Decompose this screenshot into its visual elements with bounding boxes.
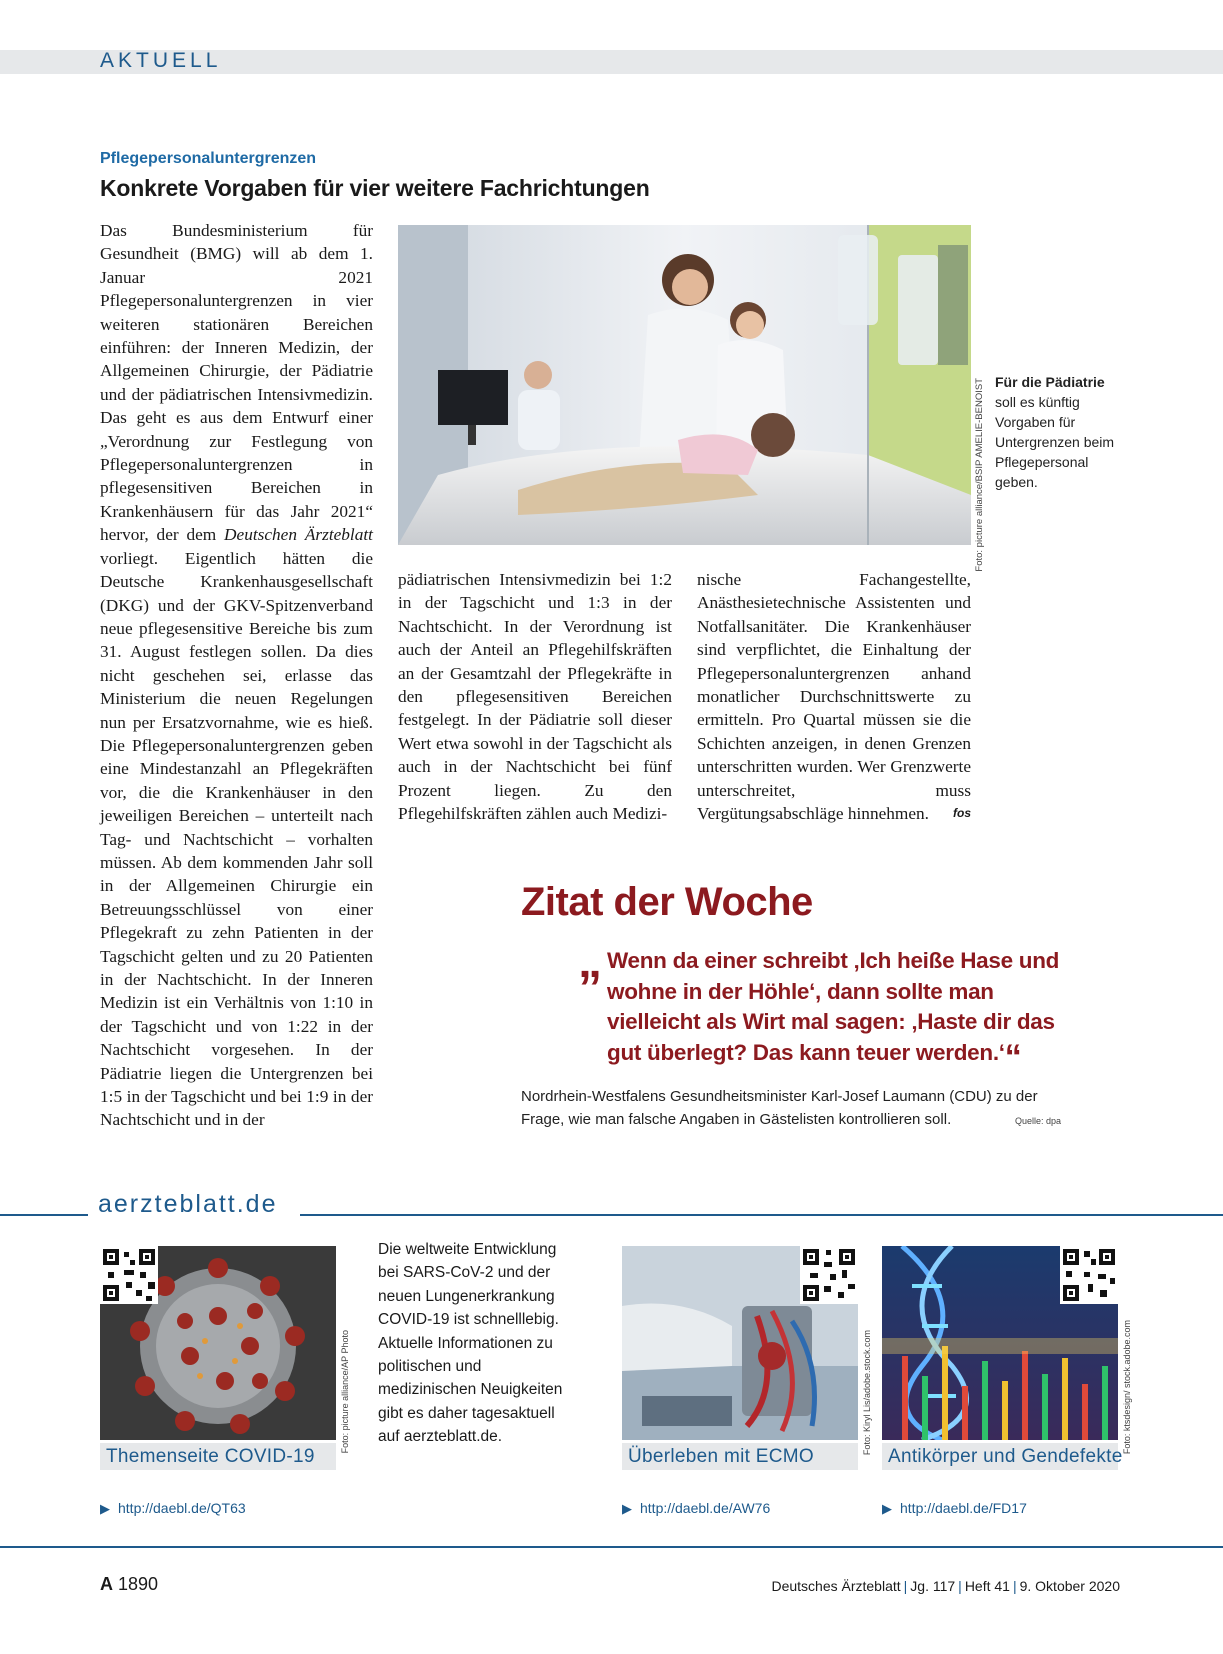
triangle-right-icon: ▶: [100, 1501, 110, 1516]
quote-source: Quelle: dpa: [1015, 1116, 1062, 1126]
column-1-text: Das Bundesministerium für Gesundheit (BMG) will ab dem 1. Januar 2021 Pflegepersonaluntergrenzen in vier weiteren stationären Bereichen einführen: der Inneren Medizin, der Allgemeinen Chirurgie, der Pädiatrie und der pädiatrischen Intensivmedizin. Das geht es aus dem Entwurf einer „Verordnung zur Festlegung von Pflegepersonaluntergrenzen in pflegesensitiven Bereichen in Krankenhäusern für das Jahr 2021“ hervor, der dem: [100, 221, 373, 545]
qr-code-icon[interactable]: [100, 1246, 158, 1304]
tile-2-url[interactable]: http://daebl.de/AW76: [640, 1500, 771, 1516]
article-kicker: Pflegepersonaluntergrenzen: [100, 150, 317, 167]
tile-3-label[interactable]: Antikörper und Gendefekte: [882, 1443, 1118, 1470]
footer-meta: Deutsches Ärzteblatt | Jg. 117 | Heft 41 | 9. Oktober 2020: [771, 1578, 1120, 1594]
quote-open-mark: „: [578, 935, 602, 988]
tile-2-credit: Foto: Kiryl Lis/adobe.stock.com: [862, 1330, 872, 1456]
journal-name: Deutsches Ärzteblatt: [771, 1578, 901, 1594]
qr-code-icon[interactable]: [800, 1246, 858, 1304]
author-initials: fos: [953, 806, 971, 821]
quote-close-mark: “: [1004, 1037, 1022, 1076]
section-label: AKTUELL: [100, 49, 222, 72]
tile-3-url[interactable]: http://daebl.de/FD17: [900, 1500, 1027, 1516]
tile-2-label[interactable]: Überleben mit ECMO: [622, 1443, 858, 1470]
triangle-right-icon: ▶: [622, 1501, 632, 1516]
tile-3-link[interactable]: [882, 1500, 1027, 1517]
quote-attribution: Nordrhein-Westfalens Gesundheitsminister Karl-Josef Laumann (CDU) zu der Frage, wie man falsche Angaben in Gästelisten kontrollieren soll.: [521, 1088, 1038, 1128]
triangle-right-icon: ▶: [882, 1501, 892, 1516]
portal-intro: Die weltweite Entwicklung bei SARS-CoV-2 und der neuen Lungenerkrankung COVID-19 ist schnelllebig. Aktuelle Informationen zu politischen und medizinischen Neuigkeiten gibt es daher tagesaktuell auf aerzteblatt.de.: [378, 1241, 563, 1446]
tile-3-credit: Foto: ktsdesign/ stock.adobe.com: [1122, 1320, 1132, 1455]
tile-1-link[interactable]: [100, 1500, 246, 1517]
column-3-text: nische Fachangestellte, Anästhesietechnische Assistenten und Notfallsanitäter. Die Krankenhäuser sind verpflichtet, die Einhaltung der Pflegepersonaluntergrenzen anhand monatlicher Durchschnittswerte zu ermitteln. Pro Quartal müssen sie die Schichten anzeigen, in denen Grenzen unterschritten wurden. Wer Grenzwerte unterschreitet, muss Vergütungsabschläge hinnehmen.: [697, 570, 971, 824]
footer-rule: [0, 1546, 1223, 1548]
section-rule-right: [300, 1214, 1223, 1216]
pediatric-icu-photo: [398, 225, 971, 545]
photo-credit: Foto: picture alliance/BSIP AMELIE-BENOIST: [974, 378, 985, 572]
article-headline: Konkrete Vorgaben für vier weitere Fachrichtungen: [100, 175, 650, 201]
publication-name: Deutschen Ärzteblatt: [224, 525, 373, 545]
portal-label: aerzteblatt.de: [98, 1190, 278, 1218]
caption-lead: Für die Pädiatrie: [995, 374, 1105, 390]
page-number-value: 1890: [118, 1574, 159, 1594]
quote-text: [607, 946, 1067, 1076]
column-1-text-rest: vorliegt. Eigentlich hätten die Deutsche Krankenhausgesellschaft (DKG) und der GKV-Spitzenverband neue pflegesensitive Bereiche bis zum 31. August festlegen sollen. Da dies nicht geschehen sei, erlasse das Ministerium die neuen Regelungen nun per Ersatzvornahme, wie es hieß. Die Pflegepersonaluntergrenzen geben eine Mindestanzahl an Pflegekräften vor, die die Krankenhäuser in den jeweiligen Bereichen – unterteilt nach Tag- und Nachtschicht – vorhalten müssen. Ab dem kommenden Jahr soll in der Allgemeinen Chirurgie ein Betreuungsschlüssel von einer Pflegekraft zu zehn Patienten in der Tagschicht gelten und zu 20 Patienten in der Nachtschicht. In der Inneren Medizin ist ein Verhältnis von 1:10 in der Tagschicht und von 1:22 in der Nachtschicht vorgesehen. In der Pädiatrie liegen die Untergrenzen bei 1:5 in der Tagschicht und bei 1:9 in der Nachtschicht und in der: [100, 548, 373, 1130]
article-column-2: pädiatrischen Intensivmedizin bei 1:2 in der Tagschicht und 1:3 in der Nachtschicht. In der Verordnung ist auch der Anteil an Pflegehilfskräften an der Gesamtzahl der Pflegekräfte in den pflegesensitiven Bereichen festgelegt. In der Pädiatrie soll dieser Wert etwa sowohl in der Tagschicht als auch in der Nachtschicht bei fünf Prozent liegen. Zu den Pflegehilfskräften zählen auch Medizi-: [398, 570, 672, 824]
section-rule-left: [0, 1214, 88, 1216]
journal-volume: Jg. 117: [910, 1578, 956, 1594]
tile-1-url[interactable]: http://daebl.de/QT63: [118, 1500, 246, 1516]
journal-issue: Heft 41: [964, 1578, 1010, 1594]
article-column-3: [697, 568, 971, 825]
caption-text: soll es künftig Vorgaben für Untergrenzen beim Pflegepersonal geben.: [995, 394, 1115, 490]
qr-code-icon[interactable]: [1060, 1246, 1118, 1304]
issue-date: 9. Oktober 2020: [1019, 1578, 1120, 1594]
quote-body: Wenn da einer schreibt ‚Ich heiße Hase und wohne in der Höhle‘, dann sollte man vielleicht als Wirt mal sagen: ‚Haste dir das gut überlegt? Das kann teuer werden.‘: [607, 948, 1060, 1065]
tile-1-label[interactable]: Themenseite COVID-19: [100, 1443, 336, 1470]
page-prefix: A: [100, 1574, 113, 1594]
quote-title: Zitat der Woche: [521, 880, 813, 924]
tile-2-link[interactable]: [622, 1500, 770, 1517]
tile-1-credit: Foto: picture alliance/AP Photo: [340, 1330, 350, 1454]
photo-caption: [995, 372, 1115, 492]
article-column-1: [100, 219, 373, 1132]
page-number: [100, 1574, 158, 1595]
